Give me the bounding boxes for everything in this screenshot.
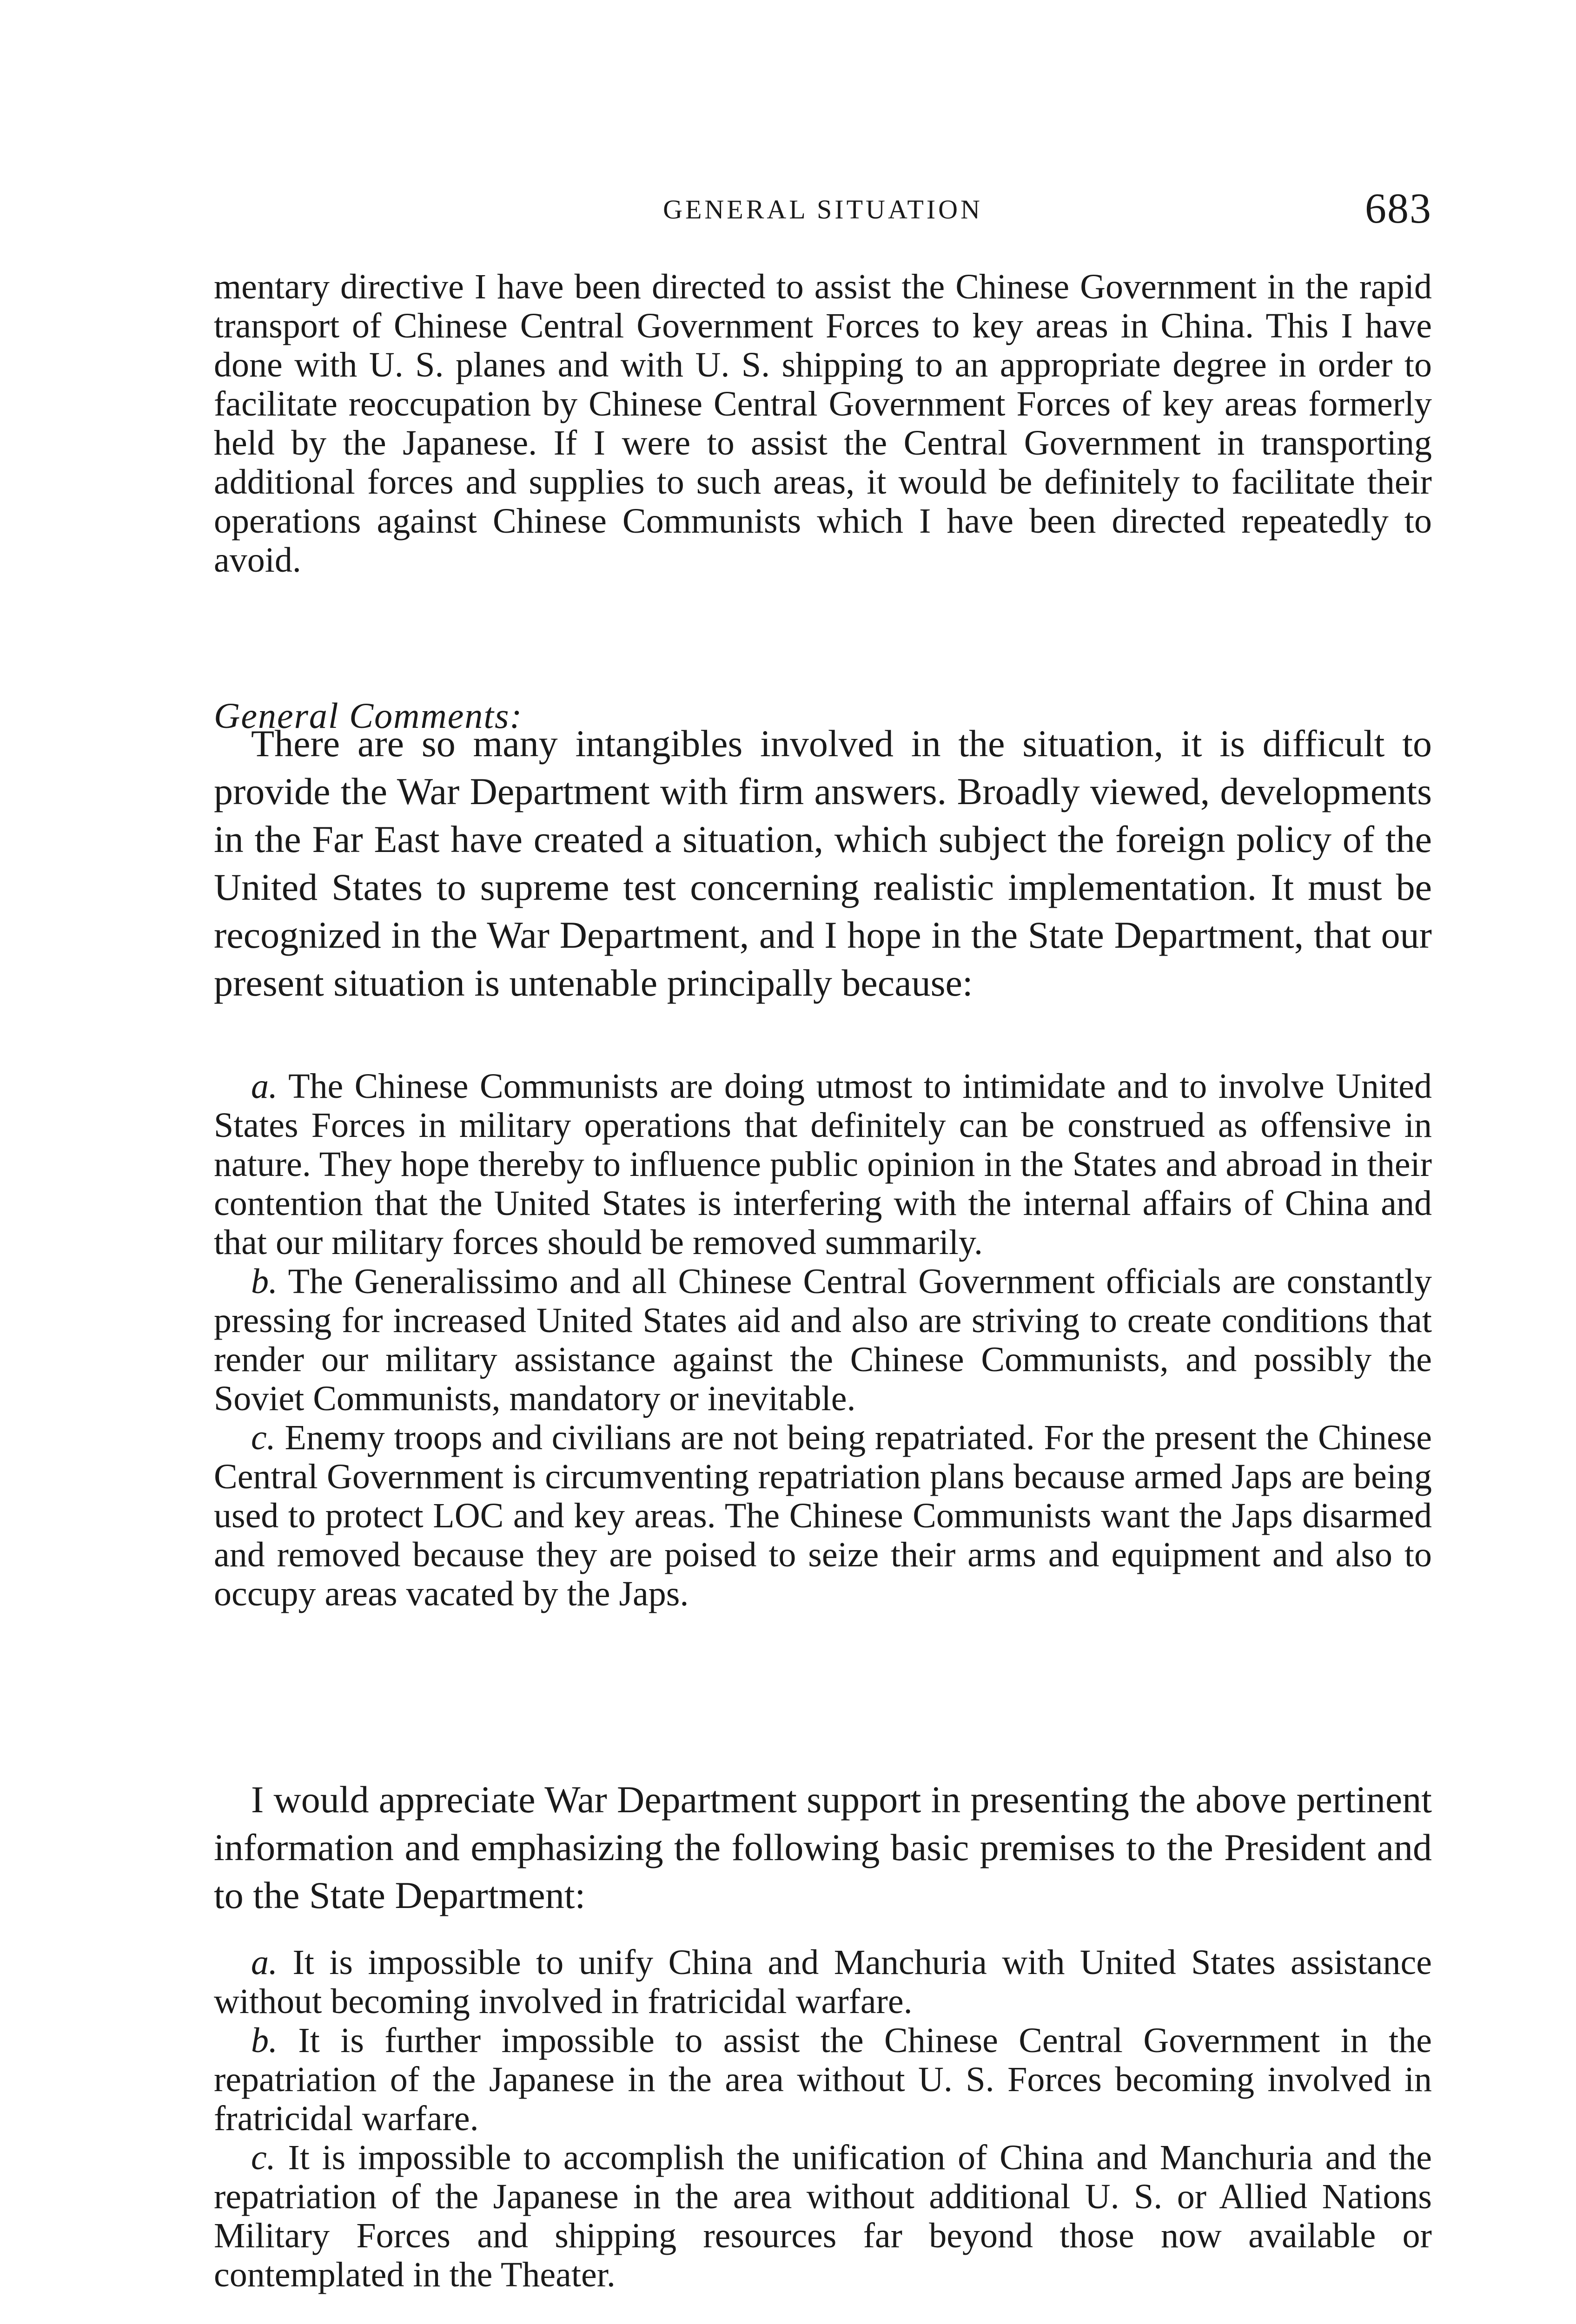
premise-text: It is further impossible to assist the Chinese Central Government in the repatriation of the Japanese in the area without U. S. Forces becoming involved in fratricidal warfare. — [214, 2021, 1432, 2138]
reason-text: The Generalissimo and all Chinese Central Government officials are constantly pressing for increased United States aid and also are striving to create conditions that render our military assistance against the Chinese Communists, and possibly the Soviet Communists, mandatory or inevitable. — [214, 1262, 1432, 1418]
premise-text: It is impossible to accomplish the unification of China and Manchuria and the repatriation of the Japanese in the area without additional U. S. or Allied Nations Military Forces and shipping resources far beyond those now available or contemplated in the Theater. — [214, 2138, 1432, 2294]
reason-letter: a. — [251, 1067, 278, 1106]
reason-text: The Chinese Communists are doing utmost to intimidate and to involve United States Forces in military operations that definitely can be construed as offensive in nature. They hope thereby to influence public opinion in the States and abroad in their contention that the United States is interfering with the internal affairs of China and that our military forces should be removed summarily. — [214, 1067, 1432, 1262]
reason-letter: b. — [251, 1262, 278, 1301]
premise-letter: a. — [251, 1943, 278, 1982]
premise-item — [214, 1943, 1432, 2021]
reason-letter: c. — [251, 1418, 276, 1457]
reason-item — [214, 1262, 1432, 1418]
premise-item — [214, 2021, 1432, 2138]
reasons-list — [214, 1067, 1432, 1613]
general-comments-paragraph: There are so many intangibles involved in the situation, it is difficult to provide the War Department with firm answers. Broadly viewed, developments in the Far East have created a situation, which subject the foreign policy of the United States to supreme test concerning realistic implementation. It must be recognized in the War Department, and I hope in the State Department, that our present situation is untenable principally because: — [214, 722, 1432, 1004]
reason-item — [214, 1418, 1432, 1613]
premise-letter: b. — [251, 2021, 278, 2060]
reason-text: Enemy troops and civilians are not being repatriated. For the present the Chinese Central Government is circumventing repatriation plans because armed Japs are being used to protect LOC and key areas. The Chinese Communists want the Japs disarmed and removed because they are poised to seize their arms and equipment and also to occupy areas vacated by the Japs. — [214, 1418, 1432, 1613]
appreciation-paragraph: I would appreciate War Department support in presenting the above pertinent information and emphasizing the following basic premises to the President and to the State Department: — [214, 1778, 1432, 1916]
running-head — [214, 184, 1432, 235]
opening-paragraph: mentary directive I have been directed to assist the Chinese Government in the rapid transport of Chinese Central Government Forces to key areas in China. This I have done with U. S. planes and with U. S. shipping to an appropriate degree in order to facilitate reoccupation by Chinese Central Government Forces of key areas formerly held by the Japanese. If I were to assist the Central Government in transporting additional forces and supplies to such areas, it would be definitely to facilitate their operations against Chinese Communists which I have been directed repeatedly to avoid. — [214, 267, 1432, 580]
premise-letter: c. — [251, 2138, 276, 2177]
premises-list — [214, 1943, 1432, 2294]
section-subheading: General Comments: — [214, 695, 523, 736]
premise-text: It is impossible to unify China and Manchuria with United States assistance without becoming involved in fratricidal warfare. — [214, 1943, 1432, 2021]
reason-item — [214, 1067, 1432, 1262]
running-title: GENERAL SITUATION — [663, 194, 983, 224]
premise-item — [214, 2138, 1432, 2294]
page-number: 683 — [1365, 185, 1432, 232]
